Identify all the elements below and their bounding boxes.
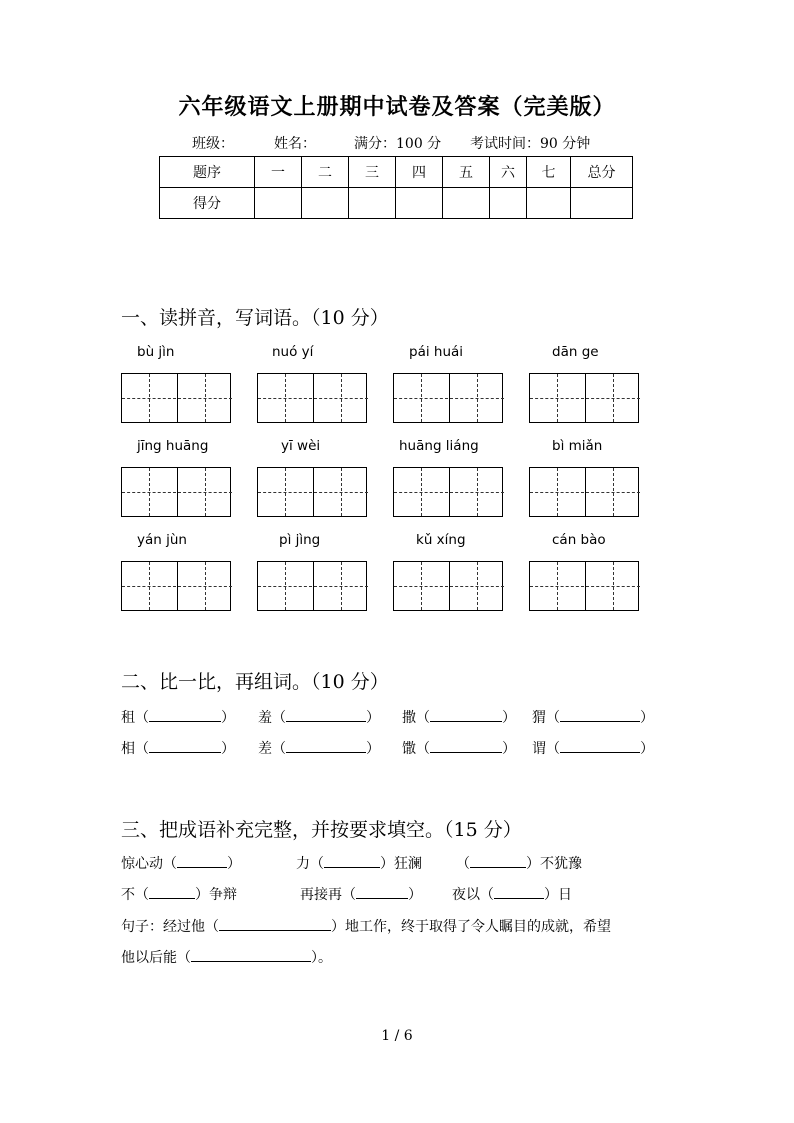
answer-blank[interactable] xyxy=(430,738,502,753)
score-cell[interactable] xyxy=(396,188,443,219)
writing-grid[interactable] xyxy=(121,561,231,611)
char: 租 xyxy=(121,710,135,726)
score-header-cell: 题序 xyxy=(160,157,255,188)
writing-grid[interactable] xyxy=(529,561,639,611)
idiom-row: 不（ ）争辩 再接再（ ） 夜以（ ）日 xyxy=(0,884,794,904)
score-cell[interactable] xyxy=(349,188,396,219)
char: 猬 xyxy=(532,710,546,726)
score-header-cell: 三 xyxy=(349,157,396,188)
answer-blank[interactable] xyxy=(560,738,640,753)
answer-blank[interactable] xyxy=(356,884,408,899)
answer-blank[interactable] xyxy=(149,884,195,899)
writing-grid[interactable] xyxy=(121,467,231,517)
pinyin-label: bù jìn xyxy=(137,344,175,360)
page-number: 1 / 6 xyxy=(381,1028,413,1044)
score-header-cell: 四 xyxy=(396,157,443,188)
pinyin-label: dān ge xyxy=(552,344,599,360)
pinyin-label: cán bào xyxy=(552,532,606,548)
score-cell[interactable] xyxy=(490,188,527,219)
class-label: 班级： xyxy=(192,136,234,152)
writing-grid[interactable] xyxy=(529,467,639,517)
section3-heading: 三、把成语补充完整，并按要求填空。（15 分） xyxy=(121,819,522,841)
answer-blank[interactable] xyxy=(219,916,331,931)
pinyin-label: yán jùn xyxy=(137,532,187,548)
score-cell[interactable] xyxy=(255,188,302,219)
writing-grid[interactable] xyxy=(121,373,231,423)
compare-row: 租（ ） 羞（ ） 撒（ ） 猬（ ） xyxy=(0,707,794,727)
answer-blank[interactable] xyxy=(324,853,380,868)
pinyin-label: jīng huāng xyxy=(137,438,209,454)
writing-grid[interactable] xyxy=(257,467,367,517)
char: 差 xyxy=(258,741,272,757)
score-header-cell: 六 xyxy=(490,157,527,188)
answer-blank[interactable] xyxy=(149,738,221,753)
idiom-row: 惊心动（ ） 力（ ）狂澜 （ ）不犹豫 xyxy=(0,853,794,873)
score-header-cell: 五 xyxy=(443,157,490,188)
answer-blank[interactable] xyxy=(430,707,502,722)
answer-blank[interactable] xyxy=(191,947,311,962)
writing-grid[interactable] xyxy=(529,373,639,423)
score-table xyxy=(159,156,633,219)
char: 谓 xyxy=(532,741,546,757)
score-header-cell: 总分 xyxy=(571,157,633,188)
pinyin-label: nuó yí xyxy=(272,344,314,360)
score-table-score-row xyxy=(160,188,633,219)
score-cell[interactable] xyxy=(443,188,490,219)
char: 馓 xyxy=(402,741,416,757)
char: 撒 xyxy=(402,710,416,726)
score-header-cell: 七 xyxy=(527,157,571,188)
writing-grid[interactable] xyxy=(393,467,503,517)
score-table-header-row xyxy=(160,157,633,188)
pinyin-label: huāng liáng xyxy=(399,438,479,454)
answer-blank[interactable] xyxy=(494,884,544,899)
score-cell[interactable] xyxy=(571,188,633,219)
page-title: 六年级语文上册期中试卷及答案（完美版） xyxy=(178,94,616,120)
pinyin-label: yī wèi xyxy=(281,438,321,454)
section1-heading: 一、读拼音，写词语。（10 分） xyxy=(121,307,389,329)
score-header-cell: 一 xyxy=(255,157,302,188)
exam-time: 考试时间：90 分钟 xyxy=(470,136,591,152)
score-cell[interactable] xyxy=(302,188,349,219)
answer-blank[interactable] xyxy=(560,707,640,722)
sentence-line: 他以后能（ ）。 xyxy=(121,947,681,967)
pinyin-label: pái huái xyxy=(409,344,464,360)
score-header-cell: 二 xyxy=(302,157,349,188)
answer-blank[interactable] xyxy=(286,707,366,722)
answer-blank[interactable] xyxy=(177,853,227,868)
pinyin-label: pì jìng xyxy=(279,532,321,548)
char: 羞 xyxy=(258,710,272,726)
writing-grid[interactable] xyxy=(393,561,503,611)
pinyin-label: kǔ xíng xyxy=(416,532,466,548)
writing-grid[interactable] xyxy=(393,373,503,423)
answer-blank[interactable] xyxy=(470,853,526,868)
answer-blank[interactable] xyxy=(286,738,366,753)
sentence-line: 句子：经过他（ ）地工作，终于取得了令人瞩目的成就，希望 xyxy=(121,916,681,936)
score-row-label: 得分 xyxy=(160,188,255,219)
char: 相 xyxy=(121,741,135,757)
section2-heading: 二、比一比，再组词。（10 分） xyxy=(121,671,389,693)
answer-blank[interactable] xyxy=(149,707,221,722)
name-label: 姓名： xyxy=(274,136,316,152)
score-cell[interactable] xyxy=(527,188,571,219)
writing-grid[interactable] xyxy=(257,373,367,423)
pinyin-label: bì miǎn xyxy=(552,438,603,454)
writing-grid[interactable] xyxy=(257,561,367,611)
compare-row: 相（ ） 差（ ） 馓（ ） 谓（ ） xyxy=(0,738,794,758)
full-score: 满分：100 分 xyxy=(354,136,442,152)
